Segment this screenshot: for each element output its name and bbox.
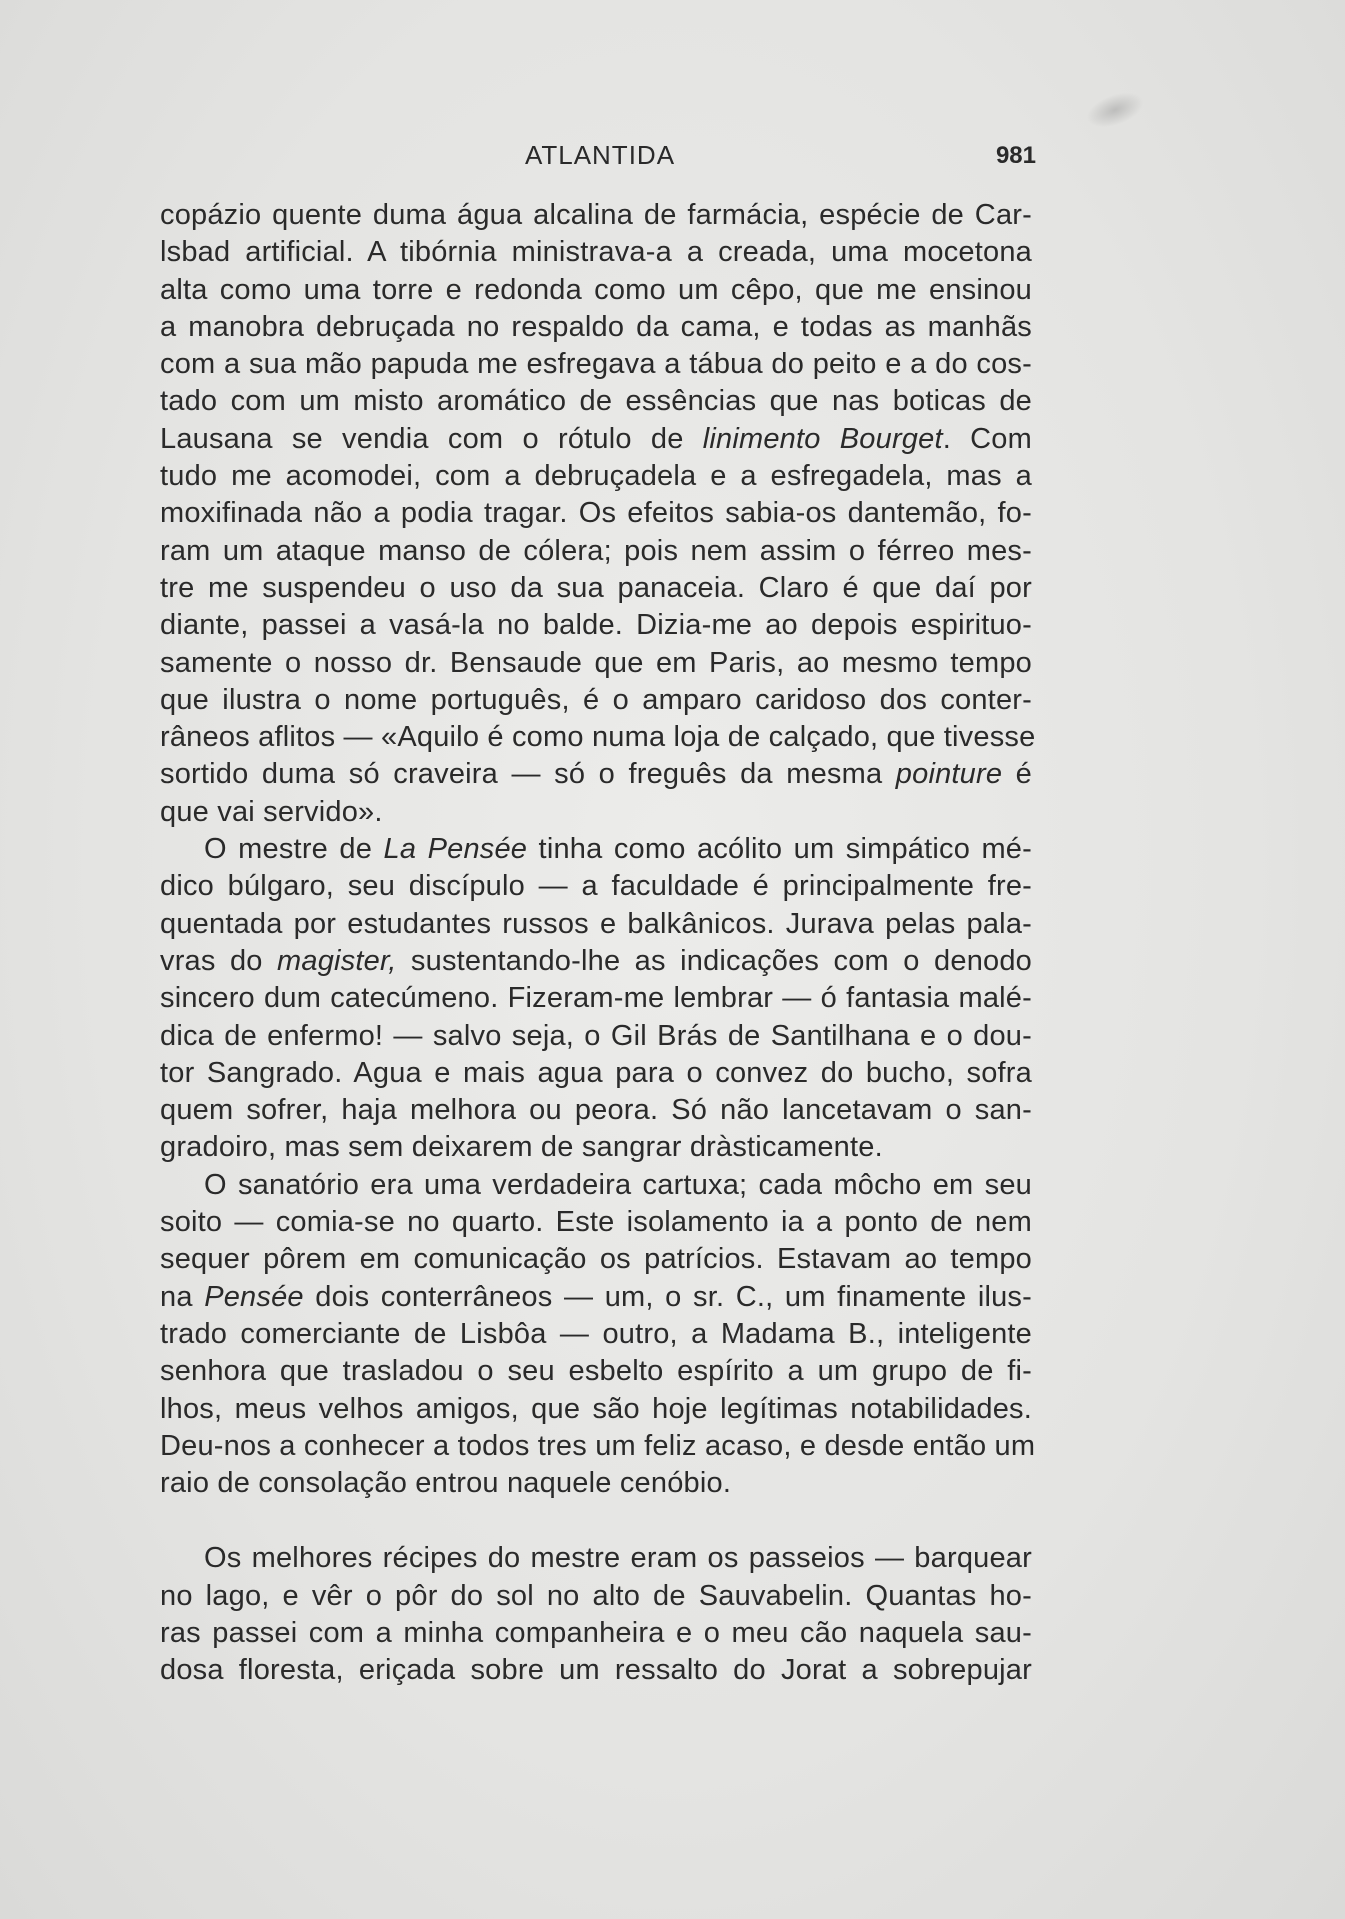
- text-line: [160, 383, 1032, 420]
- text-line: [160, 1279, 1032, 1316]
- text-line: [160, 1391, 1032, 1428]
- text-segment: alta como uma torre e redonda como um cêpo, que me ensinou: [160, 273, 1032, 306]
- text-line: [160, 272, 1032, 309]
- italic-text: La Pensée: [383, 833, 528, 866]
- text-segment: senhora que trasladou o seu esbelto espírito a um grupo de fi-: [160, 1355, 1032, 1388]
- italic-text: linimento Bourget: [702, 422, 943, 455]
- text-segment: tre me suspendeu o uso da sua panaceia. Claro é que daí por: [160, 571, 1032, 604]
- text-segment: Lausana se vendia com o rótulo de: [160, 422, 703, 455]
- text-line: [160, 1615, 1032, 1652]
- text-line: [160, 1167, 1032, 1204]
- text-segment: râneos aflitos — «Aquilo é como numa loja de calçado, que tivesse: [160, 721, 1036, 754]
- page-number: 981: [995, 142, 1036, 169]
- text-line: [160, 197, 1032, 234]
- text-segment: vras do: [160, 944, 278, 977]
- text-line: [160, 719, 1036, 756]
- text-segment: gradoiro, mas sem deixarem de sangrar dràsticamente.: [160, 1131, 883, 1164]
- text-line: [160, 458, 1032, 495]
- text-line: [160, 1465, 1032, 1502]
- text-segment: ras passei com a minha companheira e o meu cão naquela sau-: [160, 1616, 1032, 1649]
- text-line: [160, 234, 1032, 271]
- italic-text: pointure: [895, 758, 1003, 791]
- text-line: [160, 346, 1032, 383]
- text-line: [160, 421, 1032, 458]
- text-segment: sincero dum catecúmeno. Fizeram-me lembrar — ó fantasia malé-: [160, 982, 1032, 1015]
- text-line: [160, 868, 1032, 905]
- text-line: [160, 1055, 1032, 1092]
- text-line: [160, 1652, 1032, 1689]
- text-line: [160, 1129, 1032, 1166]
- text-line: [160, 794, 1032, 831]
- text-line: [160, 1353, 1032, 1390]
- text-line: [160, 1428, 1036, 1465]
- text-line: [160, 607, 1032, 644]
- text-segment: tor Sangrado. Agua e mais agua para o convez do bucho, sofra: [160, 1056, 1032, 1089]
- text-line: [160, 1540, 1032, 1577]
- text-segment: lsbad artificial. A tibórnia ministrava-a a creada, uma mocetona: [160, 236, 1032, 269]
- text-segment: no lago, e vêr o pôr do sol no alto de Sauvabelin. Quantas ho-: [160, 1579, 1032, 1612]
- text-segment: O mestre de: [204, 833, 384, 866]
- text-segment: Os melhores récipes do mestre eram os passeios — barquear: [204, 1542, 1032, 1575]
- text-segment: na: [160, 1280, 205, 1313]
- text-segment: diante, passei a vasá-la no balde. Dizia-me ao depois espirituo-: [160, 609, 1032, 642]
- running-title: ATLANTIDA: [524, 140, 676, 170]
- text-line: [160, 570, 1032, 607]
- text-line: [160, 1316, 1032, 1353]
- text-line: [160, 495, 1032, 532]
- text-line: [160, 1204, 1032, 1241]
- text-line: [160, 906, 1032, 943]
- text-segment: que vai servido».: [160, 795, 383, 828]
- text-line: [160, 1241, 1032, 1278]
- text-segment: lhos, meus velhos amigos, que são hoje legítimas notabilidades.: [160, 1392, 1032, 1425]
- italic-text: magister,: [277, 944, 397, 977]
- italic-text: Pensée: [204, 1280, 304, 1313]
- text-segment: sustentando-lhe as indicações com o denodo: [396, 944, 1033, 977]
- text-segment: que ilustra o nome português, é o amparo caridoso dos conter-: [160, 683, 1032, 716]
- text-segment: sequer pôrem em comunicação os patrícios. Estavam ao tempo: [160, 1243, 1032, 1276]
- paragraph-gap: [160, 1502, 1032, 1540]
- text-segment: . Com: [942, 422, 1032, 455]
- text-segment: O sanatório era uma verdadeira cartuxa; cada môcho em seu: [204, 1168, 1032, 1201]
- text-segment: tudo me acomodei, com a debruçadela e a esfregadela, mas a: [160, 460, 1032, 493]
- text-segment: samente o nosso dr. Bensaude que em Paris, ao mesmo tempo: [160, 646, 1032, 679]
- text-line: [160, 756, 1032, 793]
- text-segment: dica de enfermo! — salvo seja, o Gil Brás de Santilhana e o dou-: [160, 1019, 1032, 1052]
- text-segment: sortido duma só craveira — só o freguês da mesma: [160, 758, 896, 791]
- text-segment: tado com um misto aromático de essências que nas boticas de: [160, 385, 1032, 418]
- text-segment: quentada por estudantes russos e balkânicos. Jurava pelas pala-: [160, 907, 1032, 940]
- text-segment: tinha como acólito um simpático mé-: [527, 833, 1032, 866]
- text-line: [160, 1018, 1032, 1055]
- text-line: [160, 682, 1032, 719]
- text-segment: dico búlgaro, seu discípulo — a faculdade é principalmente fre-: [160, 870, 1032, 903]
- text-line: [160, 831, 1032, 868]
- text-line: [160, 309, 1032, 346]
- text-segment: dois conterrâneos — um, o sr. C., um finamente ilus-: [303, 1280, 1032, 1313]
- text-segment: raio de consolação entrou naquele cenóbio.: [160, 1467, 732, 1500]
- text-segment: a manobra debruçada no respaldo da cama, e todas as manhãs: [160, 310, 1032, 343]
- text-segment: quem sofrer, haja melhora ou peora. Só não lancetavam o san-: [160, 1094, 1032, 1127]
- text-line: [160, 1578, 1032, 1615]
- text-segment: ram um ataque manso de cólera; pois nem assim o férreo mes-: [160, 534, 1032, 567]
- paper-smudge: [1082, 86, 1149, 135]
- body-text: [160, 197, 1036, 1690]
- text-line: [160, 645, 1032, 682]
- text-line: [160, 943, 1032, 980]
- text-segment: moxifinada não a podia tragar. Os efeitos sabia-os dantemão, fo-: [160, 497, 1032, 530]
- text-segment: trado comerciante de Lisbôa — outro, a Madama B., inteligente: [160, 1317, 1032, 1350]
- text-segment: copázio quente duma água alcalina de farmácia, espécie de Car-: [160, 199, 1032, 231]
- text-line: [160, 533, 1032, 570]
- text-segment: é: [1002, 758, 1032, 791]
- text-line: [160, 1092, 1032, 1129]
- page-header: [160, 140, 1040, 180]
- text-segment: dosa floresta, eriçada sobre um ressalto do Jorat a sobrepujar: [160, 1654, 1032, 1687]
- text-line: [160, 980, 1032, 1017]
- text-segment: soito — comia-se no quarto. Este isolamento ia a ponto de nem: [160, 1206, 1032, 1239]
- text-segment: com a sua mão papuda me esfregava a tábua do peito e a do cos-: [160, 348, 1032, 381]
- text-segment: Deu-nos a conhecer a todos tres um feliz acaso, e desde então um: [160, 1429, 1036, 1462]
